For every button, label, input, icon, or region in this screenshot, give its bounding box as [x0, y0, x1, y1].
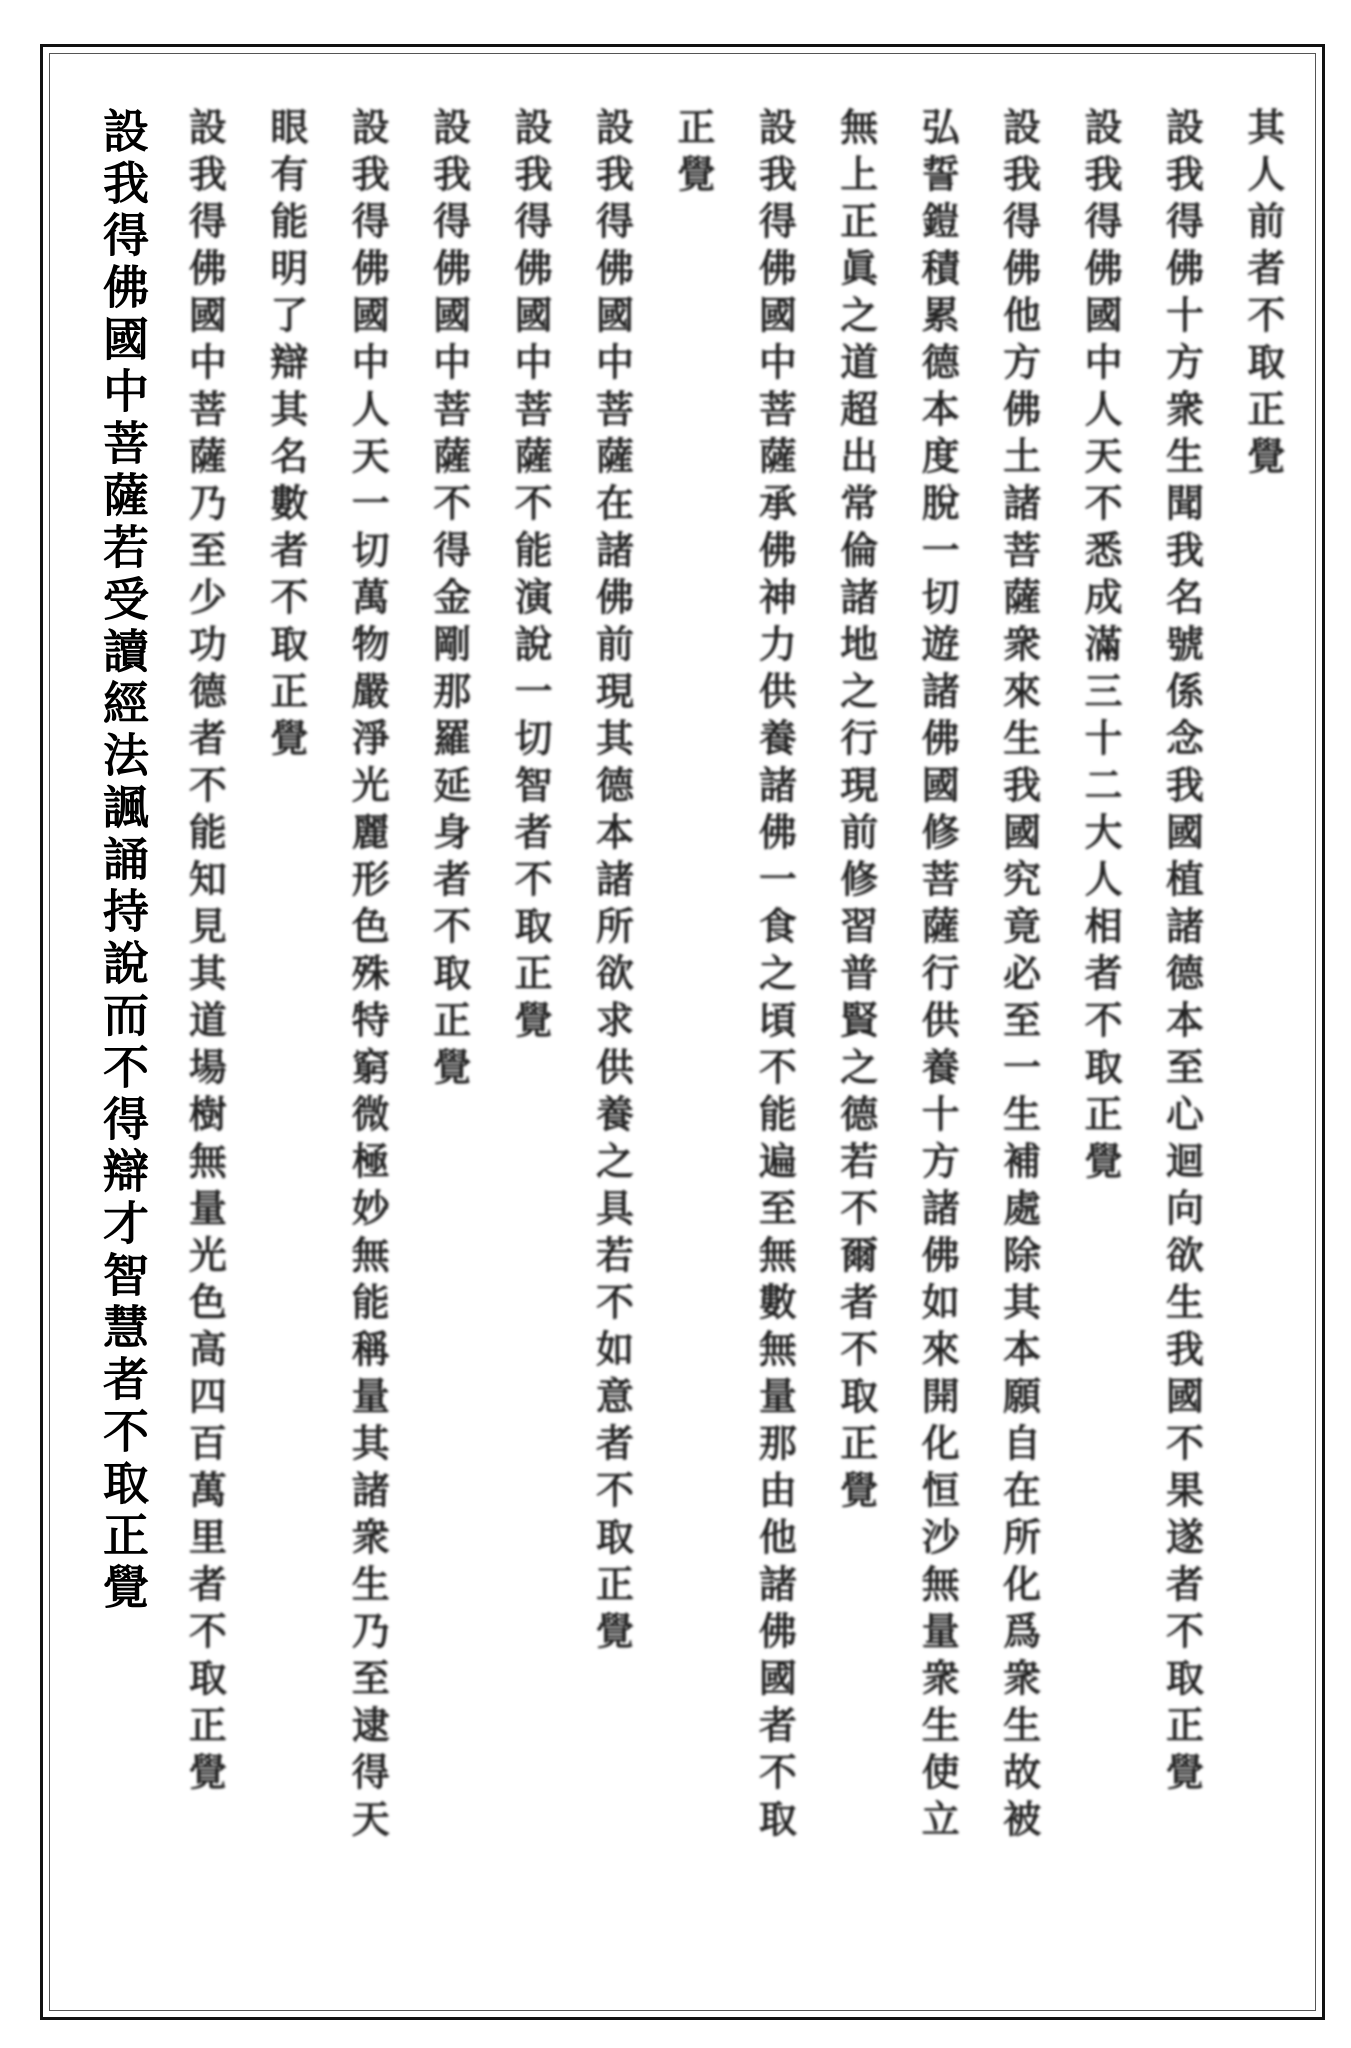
document-page [40, 44, 1325, 2020]
text-column-12: 設我得佛國中人天一切萬物嚴淨光麗形色殊特窮微極妙無能稱量其諸衆生乃至逮得天 [345, 107, 391, 1846]
highlighted-vow-column: 設我得佛國中菩薩若受讀經法諷誦持說而不得辯才智慧者不取正覺 [96, 107, 150, 1615]
text-column-3: 設我得佛國中人天不悉成滿三十二大人相者不取正覺 [1078, 107, 1124, 1188]
text-column-7: 設我得佛國中菩薩承佛神力供養諸佛一食之頃不能遍至無數無量那由他諸佛國者不取 [752, 107, 798, 1846]
text-column-8: 正覺 [670, 107, 716, 201]
text-column-4: 設我得佛他方佛土諸菩薩衆來生我國究竟必至一生補處除其本願自在所化爲衆生故被 [996, 107, 1042, 1846]
text-column-14: 設我得佛國中菩薩乃至少功德者不能知見其道場樹無量光色高四百萬里者不取正覺 [182, 107, 228, 1799]
text-column-10: 設我得佛國中菩薩不能演說一切智者不取正覺 [508, 107, 554, 1047]
text-column-6: 無上正眞之道超出常倫諸地之行現前修習普賢之德若不爾者不取正覺 [833, 107, 879, 1517]
text-columns [83, 107, 1293, 1977]
text-column-1: 其人前者不取正覺 [1240, 107, 1286, 483]
text-column-13: 眼有能明了辯其名數者不取正覺 [263, 107, 309, 765]
text-column-11: 設我得佛國中菩薩不得金剛那羅延身者不取正覺 [426, 107, 472, 1094]
text-column-9: 設我得佛國中菩薩在諸佛前現其德本諸所欲求供養之具若不如意者不取正覺 [589, 107, 635, 1658]
text-column-2: 設我得佛十方衆生聞我名號係念我國植諸德本至心迴向欲生我國不果遂者不取正覺 [1159, 107, 1205, 1799]
text-column-5: 弘誓鎧積累德本度脫一切遊諸佛國修菩薩行供養十方諸佛如來開化恒沙無量衆生使立 [915, 107, 961, 1846]
